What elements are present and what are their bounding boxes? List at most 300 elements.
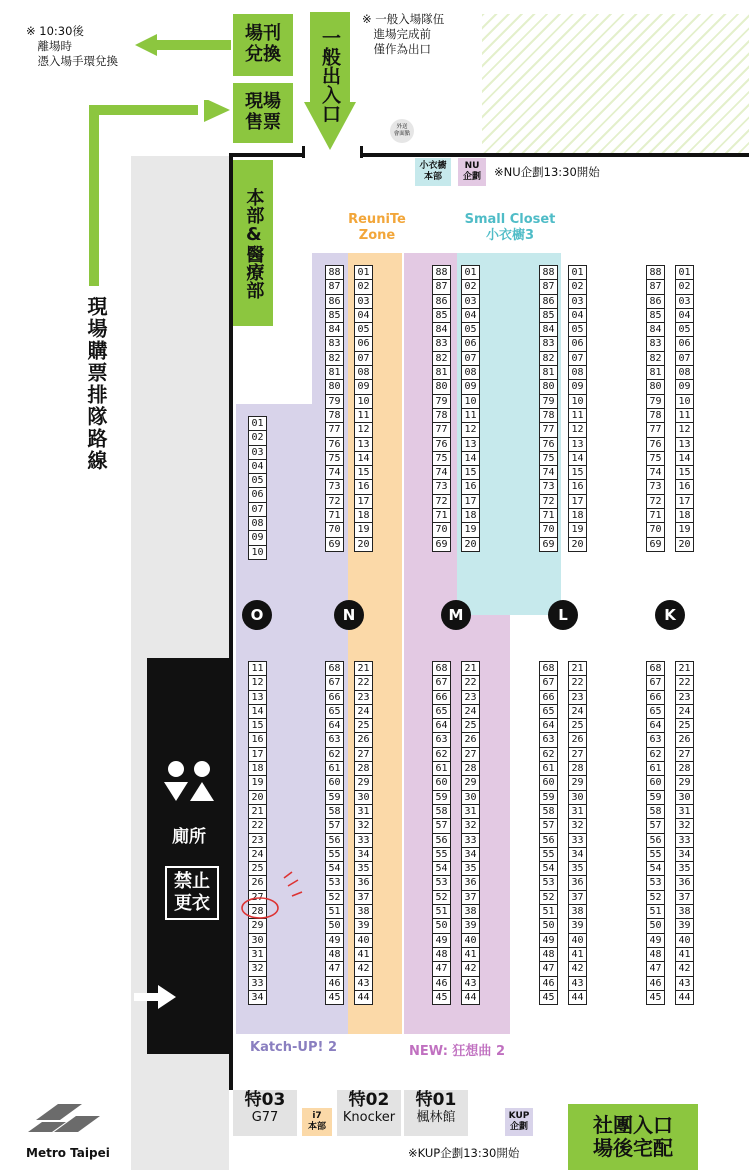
booth-cell[interactable]: 44 [568, 990, 587, 1005]
booth-cell[interactable]: 40 [461, 933, 480, 947]
booth-cell[interactable]: 14 [675, 451, 694, 465]
booth-cell[interactable]: 23 [568, 690, 587, 704]
booth-cell[interactable]: 36 [675, 875, 694, 889]
booth-cell[interactable]: 74 [539, 465, 558, 479]
booth-cell[interactable]: 69 [646, 537, 665, 552]
booth-cell[interactable]: 67 [432, 675, 451, 689]
booth-cell[interactable]: 68 [539, 661, 558, 675]
booth-cell[interactable]: 56 [432, 833, 451, 847]
booth-cell[interactable]: 02 [675, 279, 694, 293]
booth-cell[interactable]: 11 [568, 408, 587, 422]
booth-cell[interactable]: 54 [539, 861, 558, 875]
booth-cell[interactable]: 75 [325, 451, 344, 465]
booth-cell[interactable]: 22 [461, 675, 480, 689]
booth-cell[interactable]: 38 [568, 904, 587, 918]
booth-cell[interactable]: 20 [675, 537, 694, 552]
booth-cell[interactable]: 03 [248, 445, 267, 459]
booth-cell[interactable]: 42 [461, 961, 480, 975]
booth-cell[interactable]: 36 [461, 875, 480, 889]
booth-cell[interactable]: 56 [539, 833, 558, 847]
booth-cell[interactable]: 65 [432, 704, 451, 718]
booth-cell[interactable]: 55 [539, 847, 558, 861]
booth-cell[interactable]: 68 [646, 661, 665, 675]
booth-cell[interactable]: 53 [646, 875, 665, 889]
booth-cell[interactable]: 62 [325, 747, 344, 761]
booth-cell[interactable]: 48 [539, 947, 558, 961]
booth-cell[interactable]: 45 [646, 990, 665, 1005]
booth-cell[interactable]: 59 [432, 790, 451, 804]
booth-cell[interactable]: 05 [675, 322, 694, 336]
booth-cell[interactable]: 67 [646, 675, 665, 689]
booth-cell[interactable]: 80 [539, 379, 558, 393]
booth-cell[interactable]: 31 [675, 804, 694, 818]
booth-cell[interactable]: 62 [432, 747, 451, 761]
booth-cell[interactable]: 50 [539, 918, 558, 932]
booth-cell[interactable]: 87 [432, 279, 451, 293]
booth-cell[interactable]: 68 [432, 661, 451, 675]
booth-cell[interactable]: 52 [646, 890, 665, 904]
booth-cell[interactable]: 30 [568, 790, 587, 804]
booth-cell[interactable]: 88 [539, 265, 558, 279]
booth-cell[interactable]: 38 [354, 904, 373, 918]
booth-cell[interactable]: 84 [539, 322, 558, 336]
booth-cell[interactable]: 65 [325, 704, 344, 718]
booth-cell[interactable]: 74 [432, 465, 451, 479]
booth-cell[interactable]: 23 [248, 833, 267, 847]
booth-cell[interactable]: 80 [325, 379, 344, 393]
booth-cell[interactable]: 80 [646, 379, 665, 393]
booth-cell[interactable]: 17 [461, 494, 480, 508]
booth-cell[interactable]: 76 [325, 437, 344, 451]
booth-cell[interactable]: 50 [432, 918, 451, 932]
booth-cell[interactable]: 31 [248, 947, 267, 961]
booth-cell[interactable]: 74 [325, 465, 344, 479]
booth-cell[interactable]: 28 [461, 761, 480, 775]
booth-cell[interactable]: 10 [461, 394, 480, 408]
booth-cell[interactable]: 09 [354, 379, 373, 393]
booth-cell[interactable]: 75 [432, 451, 451, 465]
booth-cell[interactable]: 86 [646, 294, 665, 308]
booth-cell[interactable]: 32 [248, 961, 267, 975]
booth-cell[interactable]: 35 [568, 861, 587, 875]
booth-cell[interactable]: 29 [568, 775, 587, 789]
booth-cell[interactable]: 29 [675, 775, 694, 789]
booth-cell[interactable]: 41 [568, 947, 587, 961]
booth-cell[interactable]: 73 [646, 479, 665, 493]
booth-cell[interactable]: 21 [354, 661, 373, 675]
booth-cell[interactable]: 64 [325, 718, 344, 732]
booth-cell[interactable]: 13 [675, 437, 694, 451]
booth-cell[interactable]: 07 [461, 351, 480, 365]
booth-cell[interactable]: 57 [539, 818, 558, 832]
booth-cell[interactable]: 18 [675, 508, 694, 522]
booth-cell[interactable]: 85 [646, 308, 665, 322]
booth-cell[interactable]: 04 [354, 308, 373, 322]
booth-cell[interactable]: 01 [568, 265, 587, 279]
booth-cell[interactable]: 77 [539, 422, 558, 436]
booth-cell[interactable]: 14 [354, 451, 373, 465]
booth-cell[interactable]: 61 [646, 761, 665, 775]
booth-cell[interactable]: 69 [432, 537, 451, 552]
booth-cell[interactable]: 78 [646, 408, 665, 422]
booth-cell[interactable]: 34 [248, 990, 267, 1005]
booth-cell[interactable]: 55 [325, 847, 344, 861]
booth-cell[interactable]: 38 [461, 904, 480, 918]
booth-cell[interactable]: 42 [354, 961, 373, 975]
booth-cell[interactable]: 13 [248, 690, 267, 704]
booth-cell[interactable]: 64 [539, 718, 558, 732]
booth-cell[interactable]: 81 [539, 365, 558, 379]
booth-cell[interactable]: 22 [675, 675, 694, 689]
booth-cell[interactable]: 65 [646, 704, 665, 718]
booth-cell[interactable]: 34 [675, 847, 694, 861]
booth-cell[interactable]: 23 [675, 690, 694, 704]
booth-cell[interactable]: 24 [568, 704, 587, 718]
booth-cell[interactable]: 07 [354, 351, 373, 365]
booth-cell[interactable]: 54 [646, 861, 665, 875]
booth-cell[interactable]: 32 [354, 818, 373, 832]
booth-cell[interactable]: 29 [461, 775, 480, 789]
booth-cell[interactable]: 77 [325, 422, 344, 436]
booth-cell[interactable]: 76 [646, 437, 665, 451]
booth-cell[interactable]: 46 [325, 976, 344, 990]
booth-cell[interactable]: 62 [539, 747, 558, 761]
booth-cell[interactable]: 83 [432, 336, 451, 350]
booth-cell[interactable]: 72 [646, 494, 665, 508]
booth-cell[interactable]: 43 [568, 976, 587, 990]
booth-cell[interactable]: 79 [432, 394, 451, 408]
booth-cell[interactable]: 15 [568, 465, 587, 479]
booth-cell[interactable]: 11 [248, 661, 267, 675]
booth-cell[interactable]: 25 [354, 718, 373, 732]
booth-cell[interactable]: 02 [568, 279, 587, 293]
booth-cell[interactable]: 37 [675, 890, 694, 904]
booth-cell[interactable]: 29 [354, 775, 373, 789]
special-booth-01[interactable] [404, 1090, 468, 1136]
booth-cell[interactable]: 10 [675, 394, 694, 408]
booth-cell[interactable]: 16 [248, 732, 267, 746]
booth-cell[interactable]: 05 [248, 473, 267, 487]
booth-cell[interactable]: 06 [461, 336, 480, 350]
booth-cell[interactable]: 82 [646, 351, 665, 365]
booth-cell[interactable]: 23 [354, 690, 373, 704]
booth-cell[interactable]: 70 [325, 522, 344, 536]
booth-cell[interactable]: 73 [539, 479, 558, 493]
booth-cell[interactable]: 67 [539, 675, 558, 689]
booth-cell[interactable]: 44 [675, 990, 694, 1005]
booth-cell[interactable]: 46 [432, 976, 451, 990]
booth-cell[interactable]: 83 [646, 336, 665, 350]
booth-cell[interactable]: 22 [568, 675, 587, 689]
booth-cell[interactable]: 52 [539, 890, 558, 904]
booth-cell[interactable]: 27 [461, 747, 480, 761]
booth-cell[interactable]: 03 [568, 294, 587, 308]
booth-cell[interactable]: 10 [354, 394, 373, 408]
booth-cell[interactable]: 14 [568, 451, 587, 465]
booth-cell[interactable]: 75 [646, 451, 665, 465]
booth-cell[interactable]: 51 [325, 904, 344, 918]
booth-cell[interactable]: 69 [325, 537, 344, 552]
booth-cell[interactable]: 72 [539, 494, 558, 508]
booth-cell[interactable]: 42 [675, 961, 694, 975]
booth-cell[interactable]: 09 [248, 530, 267, 544]
general-entrance-arrow[interactable] [304, 12, 356, 150]
booth-cell[interactable]: 70 [646, 522, 665, 536]
booth-cell[interactable]: 51 [432, 904, 451, 918]
booth-cell[interactable]: 49 [432, 933, 451, 947]
booth-cell[interactable]: 05 [354, 322, 373, 336]
booth-cell[interactable]: 18 [248, 761, 267, 775]
booth-cell[interactable]: 34 [461, 847, 480, 861]
booth-cell[interactable]: 21 [248, 804, 267, 818]
booth-cell[interactable]: 55 [646, 847, 665, 861]
booth-cell[interactable]: 12 [675, 422, 694, 436]
booth-cell[interactable]: 63 [646, 732, 665, 746]
booth-cell[interactable]: 08 [568, 365, 587, 379]
booth-cell[interactable]: 71 [646, 508, 665, 522]
booth-cell[interactable]: 35 [461, 861, 480, 875]
booth-cell[interactable]: 79 [539, 394, 558, 408]
booth-cell[interactable]: 83 [325, 336, 344, 350]
booth-cell[interactable]: 78 [432, 408, 451, 422]
booth-cell[interactable]: 12 [568, 422, 587, 436]
booth-cell[interactable]: 09 [461, 379, 480, 393]
booth-cell[interactable]: 16 [675, 479, 694, 493]
booth-cell[interactable]: 11 [354, 408, 373, 422]
booth-cell[interactable]: 87 [539, 279, 558, 293]
booth-cell[interactable]: 85 [539, 308, 558, 322]
booth-cell[interactable]: 45 [432, 990, 451, 1005]
booth-cell[interactable]: 85 [432, 308, 451, 322]
booth-cell[interactable]: 35 [675, 861, 694, 875]
booth-cell[interactable]: 09 [568, 379, 587, 393]
booth-cell[interactable]: 60 [325, 775, 344, 789]
booth-cell[interactable]: 26 [354, 732, 373, 746]
booth-cell[interactable]: 33 [461, 833, 480, 847]
booth-cell[interactable]: 10 [248, 545, 267, 560]
booth-cell[interactable]: 09 [675, 379, 694, 393]
booth-cell[interactable]: 06 [568, 336, 587, 350]
booth-cell[interactable]: 32 [461, 818, 480, 832]
booth-cell[interactable]: 39 [568, 918, 587, 932]
booth-cell[interactable]: 75 [539, 451, 558, 465]
booth-cell[interactable]: 84 [325, 322, 344, 336]
booth-cell[interactable]: 70 [432, 522, 451, 536]
booth-cell[interactable]: 25 [675, 718, 694, 732]
booth-cell[interactable]: 84 [646, 322, 665, 336]
booth-cell[interactable]: 82 [432, 351, 451, 365]
booth-cell[interactable]: 26 [461, 732, 480, 746]
booth-cell[interactable]: 15 [461, 465, 480, 479]
booth-cell[interactable]: 87 [646, 279, 665, 293]
booth-cell[interactable]: 48 [646, 947, 665, 961]
booth-cell[interactable]: 07 [248, 502, 267, 516]
booth-cell[interactable]: 33 [248, 976, 267, 990]
booth-cell[interactable]: 66 [432, 690, 451, 704]
booth-cell[interactable]: 63 [325, 732, 344, 746]
booth-cell[interactable]: 16 [568, 479, 587, 493]
booth-cell[interactable]: 27 [568, 747, 587, 761]
booth-cell[interactable]: 27 [248, 890, 267, 904]
booth-cell[interactable]: 03 [354, 294, 373, 308]
booth-cell[interactable]: 27 [675, 747, 694, 761]
booth-cell[interactable]: 30 [248, 933, 267, 947]
booth-cell[interactable]: 32 [568, 818, 587, 832]
booth-cell[interactable]: 06 [248, 487, 267, 501]
booth-cell[interactable]: 51 [539, 904, 558, 918]
booth-cell[interactable]: 14 [461, 451, 480, 465]
booth-cell[interactable]: 79 [325, 394, 344, 408]
booth-cell[interactable]: 40 [675, 933, 694, 947]
booth-cell[interactable]: 53 [325, 875, 344, 889]
booth-cell[interactable]: 25 [248, 861, 267, 875]
booth-cell[interactable]: 88 [432, 265, 451, 279]
booth-cell[interactable]: 43 [354, 976, 373, 990]
booth-cell[interactable]: 32 [675, 818, 694, 832]
booth-cell[interactable]: 17 [568, 494, 587, 508]
booth-cell[interactable]: 18 [461, 508, 480, 522]
booth-cell[interactable]: 40 [568, 933, 587, 947]
booth-cell[interactable]: 20 [248, 790, 267, 804]
booth-cell[interactable]: 01 [354, 265, 373, 279]
booth-cell[interactable]: 76 [539, 437, 558, 451]
booth-cell[interactable]: 12 [354, 422, 373, 436]
booth-cell[interactable]: 07 [568, 351, 587, 365]
booth-cell[interactable]: 55 [432, 847, 451, 861]
booth-cell[interactable]: 19 [354, 522, 373, 536]
booth-cell[interactable]: 48 [325, 947, 344, 961]
booth-cell[interactable]: 24 [461, 704, 480, 718]
booth-cell[interactable]: 81 [325, 365, 344, 379]
booth-cell[interactable]: 41 [461, 947, 480, 961]
booth-cell[interactable]: 83 [539, 336, 558, 350]
booth-cell[interactable]: 72 [325, 494, 344, 508]
booth-cell[interactable]: 30 [675, 790, 694, 804]
special-booth-03[interactable] [233, 1090, 297, 1136]
booth-cell[interactable]: 63 [539, 732, 558, 746]
booth-cell[interactable]: 14 [248, 704, 267, 718]
booth-cell[interactable]: 82 [539, 351, 558, 365]
booth-cell[interactable]: 64 [432, 718, 451, 732]
booth-cell[interactable]: 01 [675, 265, 694, 279]
booth-cell[interactable]: 28 [354, 761, 373, 775]
booth-cell[interactable]: 08 [675, 365, 694, 379]
booth-cell[interactable]: 46 [646, 976, 665, 990]
booth-cell[interactable]: 50 [646, 918, 665, 932]
booth-cell[interactable]: 50 [325, 918, 344, 932]
booth-cell[interactable]: 02 [248, 430, 267, 444]
booth-cell[interactable]: 38 [675, 904, 694, 918]
booth-cell[interactable]: 72 [432, 494, 451, 508]
booth-cell[interactable]: 31 [461, 804, 480, 818]
booth-cell[interactable]: 79 [646, 394, 665, 408]
booth-cell[interactable]: 23 [461, 690, 480, 704]
booth-cell[interactable]: 30 [461, 790, 480, 804]
booth-cell[interactable]: 05 [461, 322, 480, 336]
booth-cell[interactable]: 21 [568, 661, 587, 675]
booth-cell[interactable]: 56 [646, 833, 665, 847]
booth-cell[interactable]: 31 [354, 804, 373, 818]
booth-cell[interactable]: 45 [539, 990, 558, 1005]
booth-cell[interactable]: 70 [539, 522, 558, 536]
booth-cell[interactable]: 04 [675, 308, 694, 322]
booth-cell[interactable]: 17 [354, 494, 373, 508]
booth-cell[interactable]: 60 [432, 775, 451, 789]
booth-cell[interactable]: 88 [325, 265, 344, 279]
booth-cell[interactable]: 68 [325, 661, 344, 675]
booth-cell[interactable]: 49 [325, 933, 344, 947]
booth-cell[interactable]: 84 [432, 322, 451, 336]
booth-cell[interactable]: 18 [354, 508, 373, 522]
booth-cell[interactable]: 52 [325, 890, 344, 904]
booth-cell[interactable]: 49 [646, 933, 665, 947]
booth-cell[interactable]: 08 [248, 516, 267, 530]
booth-cell[interactable]: 19 [675, 522, 694, 536]
booth-cell[interactable]: 33 [568, 833, 587, 847]
booth-cell[interactable]: 74 [646, 465, 665, 479]
booth-cell[interactable]: 42 [568, 961, 587, 975]
booth-cell[interactable]: 28 [675, 761, 694, 775]
booth-cell[interactable]: 19 [568, 522, 587, 536]
special-booth-02[interactable] [337, 1090, 401, 1136]
booth-cell[interactable]: 19 [248, 775, 267, 789]
booth-cell[interactable]: 46 [539, 976, 558, 990]
booth-cell[interactable]: 15 [675, 465, 694, 479]
booth-cell[interactable]: 17 [248, 747, 267, 761]
booth-cell[interactable]: 77 [432, 422, 451, 436]
booth-cell[interactable]: 86 [432, 294, 451, 308]
booth-cell[interactable]: 66 [646, 690, 665, 704]
booth-cell[interactable]: 06 [675, 336, 694, 350]
booth-cell[interactable]: 39 [354, 918, 373, 932]
booth-cell[interactable]: 29 [248, 918, 267, 932]
booth-cell[interactable]: 15 [248, 718, 267, 732]
booth-cell[interactable]: 62 [646, 747, 665, 761]
booth-cell[interactable]: 45 [325, 990, 344, 1005]
booth-cell[interactable]: 24 [354, 704, 373, 718]
booth-cell[interactable]: 36 [568, 875, 587, 889]
booth-cell[interactable]: 16 [461, 479, 480, 493]
booth-cell[interactable]: 61 [325, 761, 344, 775]
booth-cell[interactable]: 39 [461, 918, 480, 932]
booth-cell[interactable]: 67 [325, 675, 344, 689]
booth-cell[interactable]: 34 [568, 847, 587, 861]
booth-cell[interactable]: 88 [646, 265, 665, 279]
booth-cell[interactable]: 58 [325, 804, 344, 818]
booth-cell[interactable]: 76 [432, 437, 451, 451]
booth-cell[interactable]: 54 [432, 861, 451, 875]
booth-cell[interactable]: 20 [568, 537, 587, 552]
booth-cell[interactable]: 60 [646, 775, 665, 789]
booth-cell[interactable]: 53 [432, 875, 451, 889]
booth-cell[interactable]: 26 [248, 875, 267, 889]
booth-cell[interactable]: 59 [539, 790, 558, 804]
booth-cell[interactable]: 47 [325, 961, 344, 975]
booth-cell[interactable]: 01 [461, 265, 480, 279]
booth-cell[interactable]: 47 [646, 961, 665, 975]
booth-cell[interactable]: 08 [354, 365, 373, 379]
booth-cell[interactable]: 80 [432, 379, 451, 393]
booth-cell[interactable]: 34 [354, 847, 373, 861]
booth-cell[interactable]: 37 [461, 890, 480, 904]
booth-cell[interactable]: 87 [325, 279, 344, 293]
booth-cell[interactable]: 03 [675, 294, 694, 308]
booth-cell[interactable]: 71 [432, 508, 451, 522]
booth-cell[interactable]: 02 [354, 279, 373, 293]
booth-cell[interactable]: 77 [646, 422, 665, 436]
booth-cell[interactable]: 56 [325, 833, 344, 847]
booth-cell[interactable]: 15 [354, 465, 373, 479]
